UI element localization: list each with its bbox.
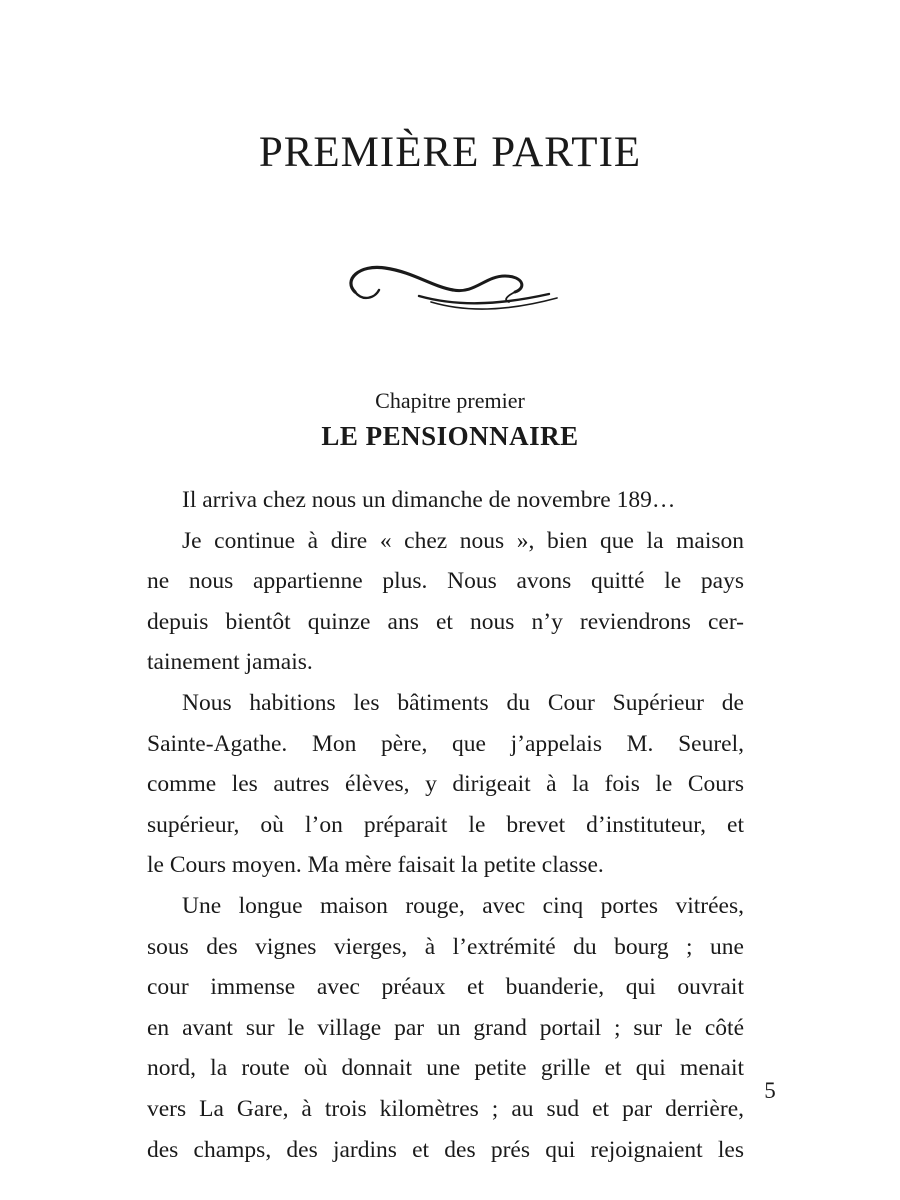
- text-line: Il arriva chez nous un dimanche de novembre 189…: [182, 487, 676, 513]
- chapter-title: LE PENSIONNAIRE: [321, 421, 579, 451]
- text-line: Sainte-Agathe. Mon père, que j’appelais M. Seurel,: [147, 730, 744, 757]
- text-line: depuis bientôt quinze ans et nous n’y reviendrons cer-: [147, 608, 744, 635]
- text-line: sous des vignes vierges, à l’extrémité du bourg ; une: [147, 933, 744, 960]
- text-line: Une longue maison rouge, avec cinq portes vitrées,: [182, 892, 744, 919]
- text-line: comme les autres élèves, y dirigeait à la fois le Cours: [147, 771, 744, 798]
- page-number: 5: [764, 1078, 776, 1103]
- text-line: en avant sur le village par un grand portail ; sur le côté: [147, 1014, 744, 1041]
- text-line: le Cours moyen. Ma mère faisait la petite classe.: [147, 852, 604, 879]
- chapter-label: Chapitre premier: [375, 388, 525, 413]
- body-text: [147, 480, 744, 1170]
- text-line: des champs, des jardins et des prés qui rejoignaient les: [147, 1136, 744, 1163]
- text-line: vers La Gare, à trois kilomètres ; au sud et par derrière,: [147, 1095, 744, 1122]
- text-line: cour immense avec préaux et buanderie, qui ouvrait: [147, 974, 744, 1001]
- part-title: PREMIÈRE PARTIE: [258, 129, 642, 176]
- text-line: nord, la route où donnait une petite grille et qui menait: [147, 1055, 744, 1082]
- text-line: tainement jamais.: [147, 649, 313, 676]
- text-line: supérieur, où l’on préparait le brevet d’instituteur, et: [147, 811, 744, 838]
- text-line: Nous habitions les bâtiments du Cour Supérieur de: [182, 689, 744, 716]
- text-line: Je continue à dire « chez nous », bien que la maison: [182, 527, 744, 554]
- flourish-ornament-icon: [335, 254, 565, 324]
- text-line: ne nous appartienne plus. Nous avons quitté le pays: [147, 568, 744, 595]
